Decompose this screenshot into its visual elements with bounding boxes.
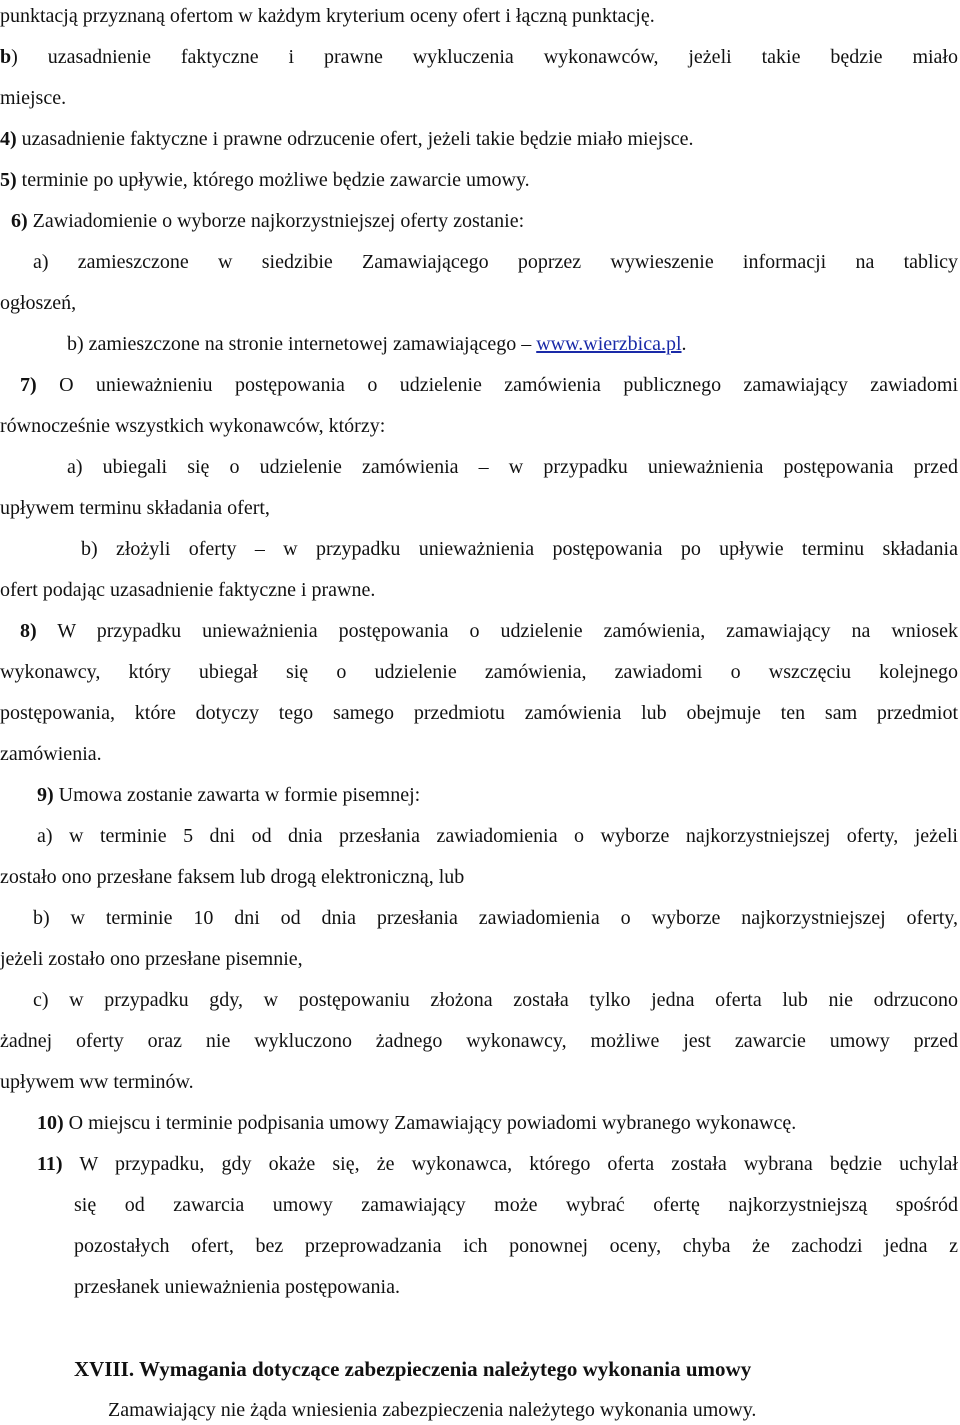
item-number: 5) [0, 169, 17, 191]
text-line: b) uzasadnienie faktyczne i prawne wykluczenia wykonawców, jeżeli takie będzie miało [0, 46, 958, 68]
item-number: 8) [20, 620, 37, 642]
text-line: postępowania, które dotyczy tego samego przedmiotu zamówienia lub obejmuje ten sam przedmiot [0, 702, 958, 724]
text-line: Zamawiający nie żąda wniesienia zabezpieczenia należytego wykonania umowy. [108, 1399, 757, 1421]
text-line: ogłoszeń, [0, 292, 77, 314]
text-line: b) zamieszczone na stronie internetowej zamawiającego – www.wierzbica.pl. [67, 333, 687, 355]
item-number: 11) [37, 1153, 63, 1175]
text-line: 10) O miejscu i terminie podpisania umowy Zamawiający powiadomi wybranego wykonawcę. [37, 1112, 797, 1134]
text-line: a) zamieszczone w siedzibie Zamawiającego poprzez wywieszenie informacji na tablicy [33, 251, 958, 273]
text-line: 8) W przypadku unieważnienia postępowania o udzielenie zamówienia, zamawiający na wniosek [20, 620, 958, 642]
text-line: 11) W przypadku, gdy okaże się, że wykonawca, którego oferta została wybrana będzie uchylał [37, 1153, 958, 1175]
text-line: upływem ww terminów. [0, 1071, 194, 1093]
text-line: 6) Zawiadomienie o wyborze najkorzystniejszej oferty zostanie: [11, 210, 525, 232]
text-line: 9) Umowa zostanie zawarta w formie pisemnej: [37, 784, 421, 806]
text-line: 7) O unieważnieniu postępowania o udzielenie zamówienia publicznego zamawiający zawiadomi [20, 374, 958, 396]
text-line: zamówienia. [0, 743, 102, 765]
text-line: równocześnie wszystkich wykonawców, którzy: [0, 415, 386, 437]
section-heading: XVIII. Wymagania dotyczące zabezpieczenia należytego wykonania umowy [74, 1357, 752, 1381]
text-line: ofert podając uzasadnienie faktyczne i prawne. [0, 579, 376, 601]
text-line: punktacją przyznaną ofertom w każdym kryterium oceny ofert i łączną punktację. [0, 5, 655, 27]
text-line: się od zawarcia umowy zamawiający może wybrać ofertę najkorzystniejszą spośród [74, 1194, 958, 1216]
item-number: 10) [37, 1112, 64, 1134]
item-number: 7) [20, 374, 37, 396]
text-line: zostało ono przesłane faksem lub drogą elektroniczną, lub [0, 866, 465, 888]
text-line: wykonawcy, który ubiegał się o udzielenie zamówienia, zawiadomi o wszczęciu kolejnego [0, 661, 958, 683]
text-line: upływem terminu składania ofert, [0, 497, 270, 519]
text-line: przesłanek unieważnienia postępowania. [74, 1276, 400, 1298]
text-line: 5) terminie po upływie, którego możliwe będzie zawarcie umowy. [0, 169, 530, 191]
item-number: b [0, 46, 12, 68]
text-line: b) w terminie 10 dni od dnia przesłania zawiadomienia o wyborze najkorzystniejszej oferty, [33, 907, 958, 929]
website-link[interactable]: www.wierzbica.pl [536, 333, 682, 355]
text-line: a) w terminie 5 dni od dnia przesłania zawiadomienia o wyborze najkorzystniejszej oferty, jeżeli [37, 825, 958, 847]
text-line: żadnej oferty oraz nie wykluczono żadnego wykonawcy, możliwe jest zawarcie umowy przed [0, 1030, 958, 1052]
text-line: 4) uzasadnienie faktyczne i prawne odrzucenie ofert, jeżeli takie będzie miało miejsce. [0, 128, 694, 150]
text-line: a) ubiegali się o udzielenie zamówienia – w przypadku unieważnienia postępowania przed [67, 456, 958, 478]
text-line: pozostałych ofert, bez przeprowadzania ich ponownej oceny, chyba że zachodzi jedna z [74, 1235, 958, 1257]
item-number: 4) [0, 128, 17, 150]
text-line: c) w przypadku gdy, w postępowaniu złożona została tylko jedna oferta lub nie odrzucono [33, 989, 958, 1011]
item-number: 9) [37, 784, 54, 806]
text-line: miejsce. [0, 87, 67, 109]
text-line: jeżeli zostało ono przesłane pisemnie, [0, 948, 303, 970]
text-line: b) złożyli oferty – w przypadku unieważnienia postępowania po upływie terminu składania [81, 538, 958, 560]
item-number: 6) [11, 210, 28, 232]
